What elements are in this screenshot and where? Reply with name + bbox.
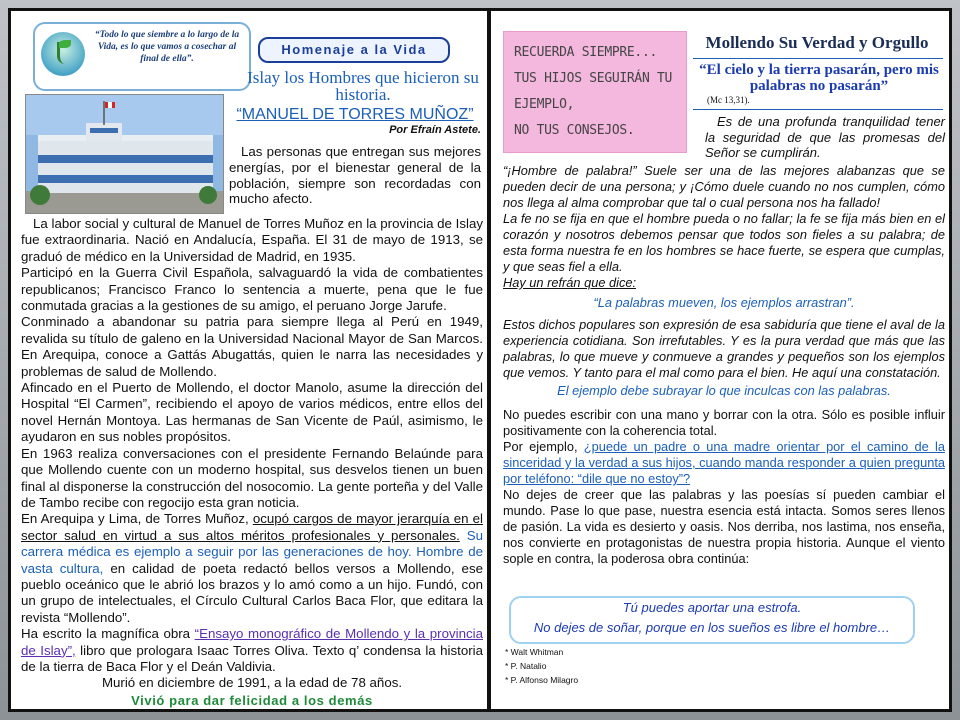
section-banner: Homenaje a la Vida [258,37,450,63]
refran-quote: “La palabras mueven, los ejemplos arrastran”. [593,295,855,310]
source-notes [505,645,578,687]
text-run: en calidad de poeta redactó bellos versos a Mollendo, ese pueblo oceánico que le abrió los brazos y lo amó como a un hijo. Fundó, con un grupo de intelectuales, el Círculo Cultural Carlos Baca Flor, que editara la revista “Mollendo”. [21,560,483,625]
article-body [21,216,483,675]
closing-motto: Vivió para dar felicidad a los demás [131,693,373,708]
article-title: Islay los Hombres que hicieron su historia. [247,68,479,104]
article-body [503,163,945,567]
text-run: Por ejemplo, [503,439,584,454]
hospital-photo [25,94,224,214]
paragraph [21,511,483,626]
paragraph: En 1963 realiza conversaciones con el presidente Fernando Belaúnde para que Mollendo cuente con un moderno hospital, sus desvelos tienen un buen final al disponerse la construcción del nosocomio. La gente porteña y del Valle de Tambo recibe con regocijo esta gran noticia. [21,445,483,510]
paragraph: No puedes escribir con una mano y borrar con la otra. Sólo es posible influir positivamente con la coherencia total. [503,407,945,438]
callout-box [509,596,915,644]
reminder-sign [503,31,687,153]
callout-line: Tú puedes aportar una estrofa. [622,600,802,615]
highlighted-question: ¿puede un padre o una madre orientar por el camino de la sinceridad y la verdad a sus hijos, cuando manda responder a quien pregunta por teléfono: “dile que no estoy”? [503,439,945,486]
text-run: En Arequipa y Lima, de Torres Muñoz, [21,511,253,527]
sign-line: RECUERDA SIEMPRE... [514,45,658,60]
underlined-text: ocupó cargos de mayor jerarquía en el sector salud en virtud a sus altos méritos profesionales y personales. [21,511,483,543]
paragraph: “¡Hombre de palabra!” Suele ser una de las mejores alabanzas que se pueden decir de una persona; y ¡Cómo duele cuando no nos cumplen, cómo nos llega al alma comprobar que tal o cual persona nos ha fallado! [503,163,945,210]
note-item: * P. Natalio [505,661,547,671]
article-subject-name: “MANUEL DE TORRES MUÑOZ” [236,106,474,123]
paragraph: Participó en la Guerra Civil Española, salvaguardó la vida de combatientes republicanos; Francisco Franco lo sentencia a muerte, pena que le fue conmutada gracias a la gestiones de su amigo, el peruano Jorge Jarufe. [21,265,483,314]
paragraph: Conminado a abandonar su patria para siempre llega al Perú en 1949, revalida su título de galeno en la Universidad Nacional Mayor de San Marcos. En Arequipa, conoce a Gattás Abugattás, quien le narra las necesidades y problemas de salud de Mollendo. [21,314,483,379]
sign-line: EJEMPLO, [514,97,575,112]
callout-line: No dejes de soñar, porque en los sueños es libre el hombre… [533,620,891,635]
paragraph: La fe no se fija en que el hombre pueda o no fallar; la fe se fija más bien en el corazón y nosotros debemos pensar que todos son fieles a su palabra; de esta forma nuestra fe en los hombres se hace fuerte, se espera que cumplas, y que seas fiel a ella. [503,211,945,274]
quote-box [33,22,251,91]
intro-paragraph: Las personas que entregan sus mejores energías, por el bienestar general de la población, siempre son recordadas con mucho afecto. [229,144,481,207]
book-title-link[interactable]: “Ensayo monográfico de Mollendo y la provincia de Islay”, [21,626,483,658]
paragraph: Estos dichos populares son expresión de esa sabiduría que tiene el aval de la experiencia cotidiana. Son irrefutables. Y es la pura verdad que más que las palabras, lo que mueve y conmueve a grandes y pequeños son los ejemplos que vemos. Y tanto para el mal como para el bien. He aquí una constatación. [503,317,945,380]
sign-line: NO TUS CONSEJOS. [514,123,635,138]
text-run: libro que prologara Isaac Torres Oliva. Texto q’ condensa la historia de la tierra de Baca Flor y el Deán Valdivia. [21,642,483,674]
note-item: * P. Alfonso Milagro [505,675,579,685]
closing-line: Murió en diciembre de 1991, a la edad de 78 años. [101,675,403,690]
sign-text [514,40,682,144]
page-title: Mollendo Su Verdad y Orgullo [705,33,929,52]
verse-reference: (Mc 13,31). [707,95,750,105]
bible-verse: “El cielo y la tierra pasarán, pero mis palabras no pasarán” [699,62,939,94]
highlight-sentence: El ejemplo debe subrayar lo que inculcas con las palabras. [557,383,891,398]
quote-text: “Todo lo que siembre a lo largo de la Vida, es lo que vamos a cosechar al final de ella”. [94,30,240,64]
article-byline: Por Efraín Astete. [389,124,481,136]
paragraph [503,439,945,487]
divider [693,109,943,110]
paragraph: La labor social y cultural de Manuel de Torres Muñoz en la provincia de Islay fue extraordinaria. Nació en Andalucía, España. El 31 de mayo de 1913, se graduó de médico en la Universidad de Madrid, en 1935. [21,216,483,264]
intro-paragraph: Es de una profunda tranquilidad tener la seguridad de que las promesas del Señor se cumplirán. [705,114,945,160]
paragraph: No dejes de creer que las palabras y las poesías sí pueden cambiar el mundo. Pase lo que pase, nuestra esencia está intacta. Somos seres llenos de pasión. La vida es desierto y oasis. Nos derriba, nos lastima, nos enseña, nos convierte en protagonistas de nuestra propia historia. Aunque el viento sople en contra, la poderosa obra continúa: [503,487,945,566]
divider [693,58,943,59]
refran-label: Hay un refrán que dice: [503,275,637,290]
highlighted-text: Su carrera médica es ejemplo a seguir por las generaciones de hoy. Hombre de vasta cultura, [21,527,484,576]
paragraph: Afincado en el Puerto de Mollendo, el doctor Manolo, asume la dirección del Hospital “El Carmen”, recibiendo el apoyo de varios médicos, entre ellos del novel Hernán Montoya. Las hermanas de San Vicente de Paúl, asimismo, le ayudaron en sus nobles propósitos. [21,380,483,445]
paragraph [21,626,483,675]
seedling-in-hands-image [41,32,85,76]
left-page [8,8,490,712]
sign-line: TUS HIJOS SEGUIRÁN TU [514,71,673,86]
text-run: Ha escrito la magnífica obra [21,626,195,642]
right-page [488,8,952,712]
note-item: * Walt Whitman [505,647,564,657]
